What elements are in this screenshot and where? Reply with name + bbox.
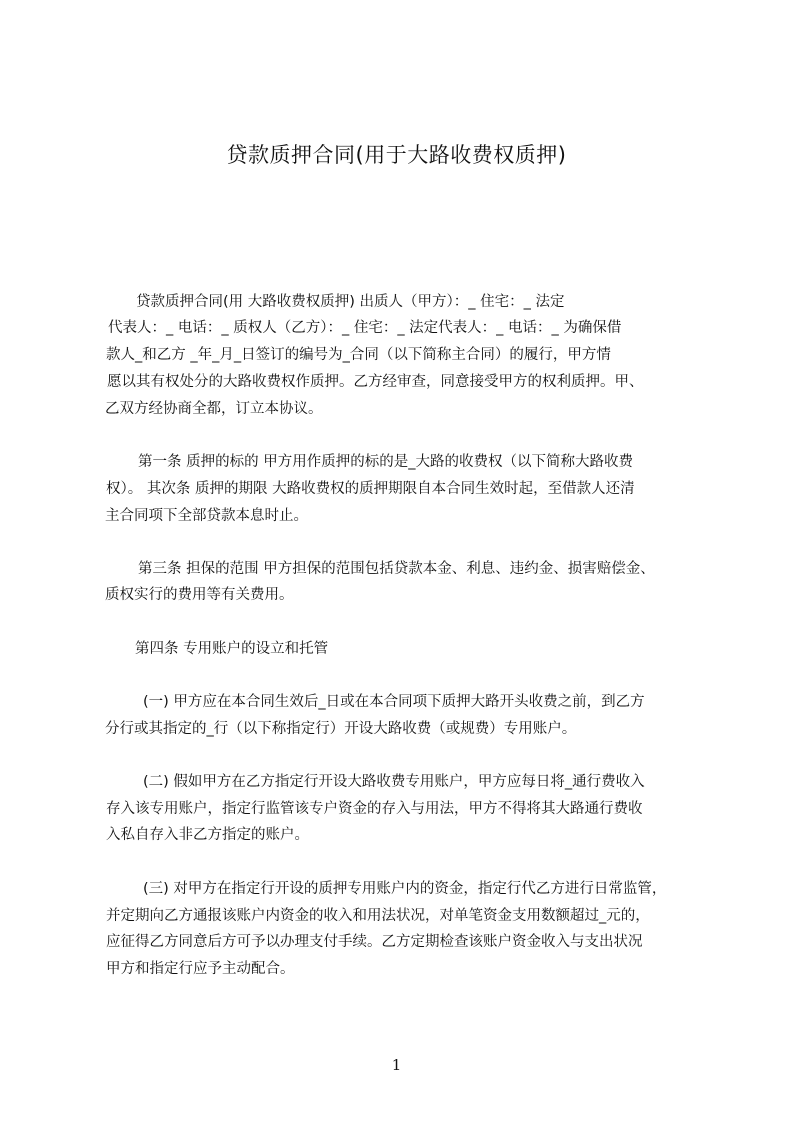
- paragraph-4-line-1: 第四条 专用账户的设立和托管: [135, 641, 329, 657]
- paragraph-7-line-4: 甲方和指定行应予主动配合。: [106, 961, 295, 977]
- document-title: 贷款质押合同(用于大路收费权质押): [226, 143, 567, 167]
- paragraph-6-line-1: (二) 假如甲方在乙方指定行开设大路收费专用账户，甲方应每日将_通行费收入: [143, 774, 645, 790]
- paragraph-3-line-2: 质权实行的费用等有关费用。: [105, 587, 294, 603]
- paragraph-2-line-1: 第一条 质押的标的 甲方用作质押的标的是_大路的收费权（以下简称大路收费: [138, 454, 633, 470]
- paragraph-1-line-5: 乙双方经协商全都，订立本协议。: [105, 401, 323, 417]
- paragraph-6-line-2: 存入该专用账户，指定行监管该专户资金的存入与用法，甲方不得将其大路通行费收: [106, 801, 643, 817]
- paragraph-1-line-2: 代表人：_ 电话：_ 质权人（乙方）：_ 住宅：_ 法定代表人：_ 电话：_ 为确保借: [108, 320, 622, 336]
- paragraph-6-line-3: 入私自存入非乙方指定的账户。: [106, 827, 309, 843]
- paragraph-1-line-1: 贷款质押合同(用 大路收费权质押) 出质人（甲方）：_ 住宅：_ 法定: [136, 294, 565, 310]
- paragraph-5-line-1: (一) 甲方应在本合同生效后_日或在本合同项下质押大路开头收费之前，到乙方: [143, 694, 645, 710]
- paragraph-2-line-2: 权）。 其次条 质押的期限 大路收费权的质押期限自本合同生效时起，至借款人还清: [106, 481, 635, 497]
- paragraph-7-line-2: 并定期向乙方通报该账户内资金的收入和用法状况，对单笔资金支用数额超过_元的，: [106, 908, 650, 924]
- paragraph-5-line-2: 分行或其指定的_行（以下称指定行）开设大路收费（或规费）专用账户。: [105, 721, 577, 737]
- paragraph-1-line-3: 款人_和乙方 _年_月_日签订的编号为_合同（以下简称主合同）的履行，甲方情: [106, 347, 611, 363]
- page-number: 1: [391, 1056, 402, 1074]
- paragraph-2-line-3: 主合同项下全部贷款本息时止。: [105, 508, 308, 524]
- paragraph-3-line-1: 第三条 担保的范围 甲方担保的范围包括贷款本金、利息、违约金、损害赔偿金、: [138, 561, 655, 577]
- paragraph-7-line-1: (三) 对甲方在指定行开设的质押专用账户内的资金，指定行代乙方进行日常监管，: [143, 881, 667, 897]
- paragraph-1-line-4: 愿以其有权处分的大路收费权作质押。乙方经审查，同意接受甲方的权利质押。甲、: [107, 374, 644, 390]
- paragraph-7-line-3: 应征得乙方同意后方可予以办理支付手续。乙方定期检查该账户资金收入与支出状况: [106, 934, 643, 950]
